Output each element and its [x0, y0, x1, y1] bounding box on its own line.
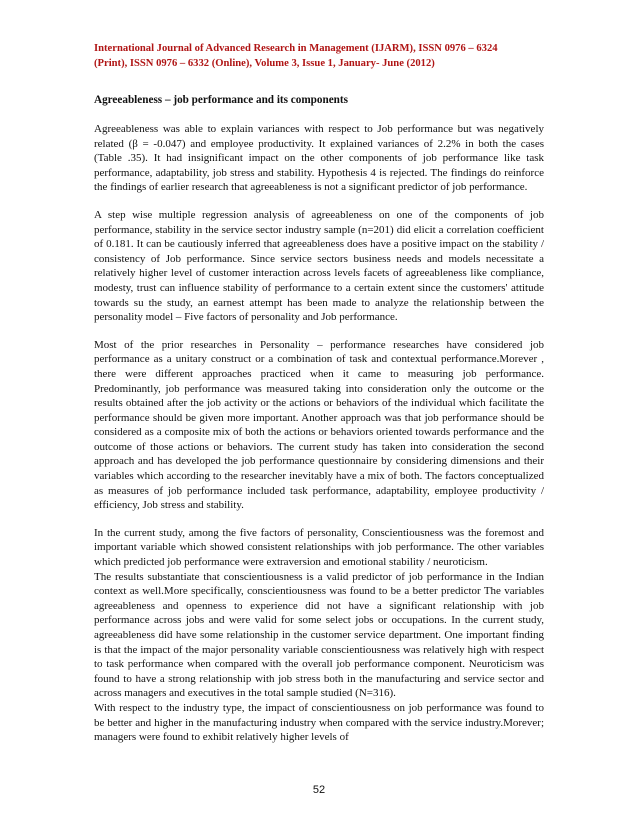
journal-header-line-1: International Journal of Advanced Research in Management (IJARM), ISSN 0976 – 6324	[94, 43, 498, 54]
paragraph-agreeableness-results: Agreeableness was able to explain variances with respect to Job performance but was negatively related (β = -0.047) and employee productivity. It explained variances of 2.2% in both the cases (Table .35). It had insignificant impact on the other components of job performance like task performance, adaptability, job stress and stability. Hypothesis 4 is rejected. The findings do reinforce the findings of earlier research that agreeableness is not a significant predictor of job performance.	[94, 123, 544, 194]
paragraph-five-factors: In the current study, among the five factors of personality, Conscientiousness was the foremost and important variable which showed consistent relationships with job performance. The other variables which predicted job performance were extraversion and emotional stability / neuroticism.	[94, 526, 544, 569]
section-heading: Agreeableness – job performance and its components	[94, 94, 348, 106]
paragraph-results-substantiate: The results substantiate that conscientiousness is a valid predictor of job performance in the Indian context as well.More specifically, conscientiousness was found to be a better predictor The variables agreeableness and openness to experience did not have a significant relationship with job performance across jobs and were valid for some select jobs or occupations. In the current study, agreeableness did have some relationship in the customer service department. One important finding is that the impact of the major personality variable conscientiousness was relatively high with respect to task performance when compared with the overall job performance component. Neuroticism was found to have a strong relationship with job stress both in the manufacturing and service sector and across managers and executives in the total sample studied (N=316).	[94, 570, 544, 700]
paragraph-stepwise-regression: A step wise multiple regression analysis of agreeableness on one of the components of job performance, stability in the service sector industry sample (n=201) did elicit a correlation coefficient of 0.181. It can be cautiously inferred that agreeableness does have a positive impact on the stability / consistency of Job performance. Since service sectors business needs and models necessitate a relatively higher level of customer interaction across levels facets of agreeableness like compliance, modesty, trust can influence stability of performance to a certain extent since the customers' attitude towards su the study, an earnest attempt has been made to analyze the relationship between the personality model – Five factors of personality and Job performance.	[94, 208, 544, 324]
journal-header-line-2: (Print), ISSN 0976 – 6332 (Online), Volume 3, Issue 1, January- June (2012)	[94, 58, 435, 69]
page-number: 52	[312, 784, 326, 796]
paragraph-industry-type: With respect to the industry type, the impact of conscientiousness on job performance was found to be better and higher in the manufacturing industry when compared with the service industry.Morever; managers were found to exhibit relatively higher levels of	[94, 701, 544, 744]
paragraph-prior-research: Most of the prior researches in Personality – performance researches have considered job performance as a unitary construct or a combination of task and contextual performance.Morever , there were different approaches practiced when it came to measuring job performance. Predominantly, job performance was measured taking into consideration only the outcome or the results obtained after the job activity or the actions or behaviors of the individual which facilitate the performance should be given more important. Another approach was that job performance should be considered as a composite mix of both the actions or behaviors oriented towards performance and the outcome of those actions or behaviors. The current study has taken into consideration the second approach and has developed the job performance questionnaire by considering dimensions and their variables which according to the researcher inevitably have a mix of both. The factors conceptualized as measures of job performance included task performance, adaptability, employee productivity / efficiency, Job stress and stability.	[94, 338, 544, 512]
document-page	[94, 41, 544, 745]
journal-header	[94, 41, 544, 71]
